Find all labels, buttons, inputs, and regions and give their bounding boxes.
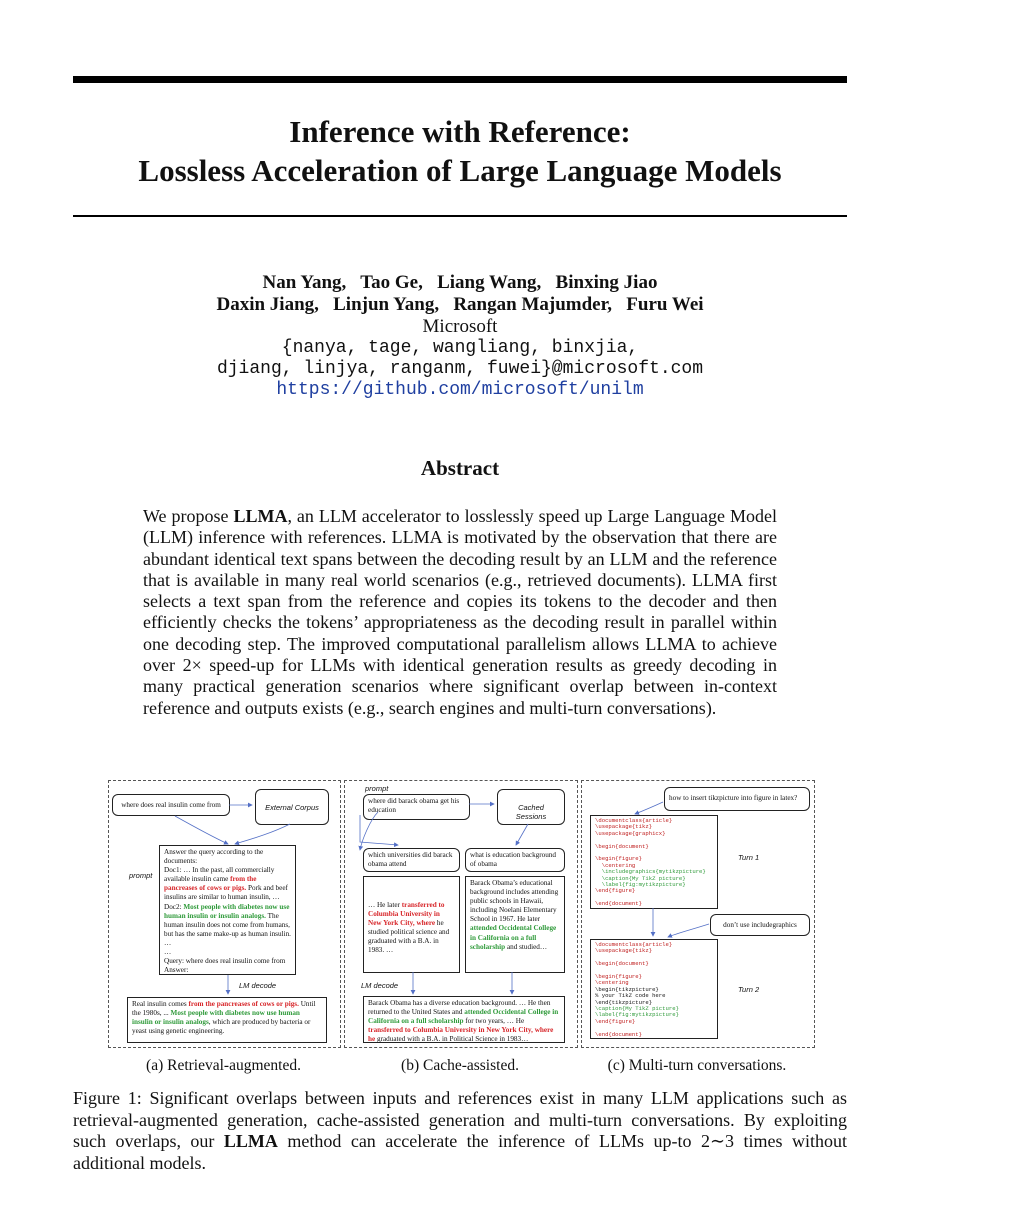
panel-b-decode-label: LM decode xyxy=(361,981,399,990)
panel-b-q1: which universities did barack obama attend xyxy=(363,848,460,872)
panel-a xyxy=(108,780,341,1048)
highlight-red: from the pancreases of cows or pigs. xyxy=(164,875,257,893)
output-text: Until the 1980s, ... xyxy=(132,1000,316,1018)
panel-c-q1: how to insert tikzpicture into figure in latex? xyxy=(664,787,810,811)
authors-line-2: Daxin Jiang, Linjun Yang, Rangan Majumder, Furu Wei xyxy=(216,294,704,315)
code-line: \end{document} xyxy=(595,1030,642,1038)
caption-text: method can accelerate the inference of LLMs up-to 2∼3 times without additional models. xyxy=(73,1131,847,1173)
highlight-red: transferred to Columbia University in New York City, where xyxy=(368,901,445,928)
code-line: \end{figure} xyxy=(595,1017,636,1025)
highlight-green: attended Occidental College in California on a full scholarship xyxy=(368,1008,559,1026)
code-line: \usepackage{graphicx} xyxy=(595,829,666,837)
code-line: % your TikZ code here xyxy=(595,992,666,1000)
panel-c-code2 xyxy=(590,939,718,1039)
code-line: \caption{My TikZ picture} xyxy=(595,1005,679,1013)
arrow-b-query-left xyxy=(360,812,378,850)
code-line: \end{figure} xyxy=(595,887,636,895)
code-line: \begin{figure} xyxy=(595,973,642,981)
prompt-text: The human insulin does not come from humans, but has the same make-up as human insulin. … xyxy=(164,911,291,947)
answer-text: … He later xyxy=(368,901,402,909)
output-text: Real insulin comes xyxy=(132,1000,189,1008)
affiliation: Microsoft xyxy=(422,316,498,337)
output-text: graduated with a B.A. in Political Science in 1983… xyxy=(375,1035,529,1044)
highlight-red: from the pancreases of cows or pigs. xyxy=(188,1000,299,1008)
panel-b-query: where did barack obama get his education xyxy=(363,794,470,820)
abstract-text xyxy=(143,506,777,719)
panel-a-prompt-label: prompt xyxy=(129,871,153,880)
highlight-red: transferred to Columbia University in New York City, where he xyxy=(368,1026,554,1044)
title-line-1: Inference with Reference: xyxy=(289,114,631,149)
prompt-doc2 xyxy=(164,903,291,948)
caption-c: (c) Multi-turn conversations. xyxy=(607,1057,787,1074)
abstract-body: , an LLM accelerator to losslessly speed up Large Language Model (LLM) inference with references. LLMA is motivated by the observation that there are abundant identical text spans between the decoding result by an LLM and the reference that is available in many real world scenarios (e.g., retrieved documents). LLMA first selects a text span from the reference and copies its tokens to the decoder and then efficiently checks the tokens’ appropriateness as the decoding result in parallel within one decoding step. The improved computational parallelism allows LLMA to achieve over 2× speed-up for LLMs with identical generation results as greedy decoding in many practical generation scenarios where significant overlap between in-context reference and outputs exists (e.g., search engines and multi-turn conversations). xyxy=(143,506,777,718)
code-line xyxy=(595,837,713,843)
abstract-intro: We propose xyxy=(143,506,234,526)
arrow-a-corpus-prompt xyxy=(235,824,290,844)
answer-text: and studied… xyxy=(505,942,548,951)
prompt-text: Pork and beef insulins are similar to human insulin, … xyxy=(164,884,288,902)
code-line: \documentclass{article} xyxy=(595,941,673,948)
title-rule xyxy=(73,215,847,217)
arrow-c-q2 xyxy=(668,924,709,937)
prompt-text: Doc1: … In the past, all commercially available insulin came xyxy=(164,866,275,884)
title-line-2: Lossless Acceleration of Large Language Models xyxy=(138,153,782,188)
github-link[interactable]: https://github.com/microsoft/unilm xyxy=(276,380,644,400)
abstract-heading: Abstract xyxy=(420,456,500,480)
caption-a: (a) Retrieval-augmented. xyxy=(146,1057,301,1074)
caption-method-name: LLMA xyxy=(223,1131,278,1151)
code-line: \includegraphics{mytikzpicture} xyxy=(595,868,706,876)
highlight-green: Most people with diabetes now use human insulin or insulin analogs. xyxy=(164,902,290,920)
method-name: LLMA xyxy=(233,506,288,526)
code-line: \label{fig:mytikzpicture} xyxy=(595,1011,679,1019)
code-line xyxy=(595,895,713,901)
prompt-line: Answer: xyxy=(164,966,189,975)
highlight-green: Most people with diabetes now use human insulin or insulin analogs xyxy=(132,1009,300,1027)
caption-b: (b) Cache-assisted. xyxy=(401,1057,519,1074)
paper-title xyxy=(73,112,847,190)
answer-text: he studied political science and graduated with a B.A. in 1983. … xyxy=(368,919,450,955)
top-rule xyxy=(73,76,847,83)
prompt-text: Doc2: xyxy=(164,902,184,911)
panel-b-cache: Cached Sessions xyxy=(497,789,565,825)
panel-b-a2 xyxy=(465,876,565,973)
code-line: \caption{My TikZ picture} xyxy=(595,874,686,882)
output-text: , which are produced by bacteria or yeast using genetic engineering. xyxy=(132,1018,311,1036)
panel-a-decode-label: LM decode xyxy=(239,981,277,990)
prompt-line: Answer the query according to the documents: xyxy=(164,848,264,866)
code-line xyxy=(595,955,713,961)
prompt-doc1 xyxy=(164,866,291,902)
panel-a-query: where does real insulin come from xyxy=(112,794,230,816)
code-line: \begin{tikzpicture} xyxy=(595,985,659,993)
panel-a-prompt-box xyxy=(159,845,296,975)
output-text: Barack Obama has a diverse education background. … He then returned to the United States and xyxy=(368,999,551,1017)
authors-line-1: Nan Yang, Tao Ge, Liang Wang, Binxing Jiao xyxy=(262,272,658,293)
panel-c-code1 xyxy=(590,815,718,909)
emails-line-2: djiang, linjya, ranganm, fuwei}@microsoft.com xyxy=(216,359,704,379)
emails-line-1: {nanya, tage, wangliang, binxjia, xyxy=(281,338,639,358)
panel-c xyxy=(581,780,815,1048)
prompt-line: Query: where does real insulin come from xyxy=(164,957,286,966)
panel-c-turn2: Turn 2 xyxy=(738,985,760,994)
code-line: \centering xyxy=(595,861,636,869)
code-line: \end{document} xyxy=(595,900,642,908)
caption-text: Figure 1: Significant overlaps between inputs and references exist in many LLM applications such as retrieval-augmented generation, cache-assisted generation and multi-turn conversations. By exploiting such overlaps, our xyxy=(73,1088,847,1151)
prompt-line: … xyxy=(164,948,172,957)
panel-c-code1-lines xyxy=(595,818,713,908)
arrow-c-q1 xyxy=(635,802,663,814)
code-line: \documentclass{article} xyxy=(595,817,673,824)
panel-b-prompt-label: prompt xyxy=(365,784,389,793)
answer-text: Barack Obama’s educational background includes attending public schools in Hawaii, including Noelani Elementary School in 1967. He later xyxy=(470,879,559,924)
code-line: \label{fig:mytikzpicture} xyxy=(595,881,686,889)
panel-c-q2: don’t use includegraphics xyxy=(710,914,810,936)
panel-c-turn1: Turn 1 xyxy=(738,853,760,862)
code-line: \usepackage{tikz} xyxy=(595,823,653,831)
figure-caption xyxy=(73,1088,847,1174)
code-line: \begin{document} xyxy=(595,842,649,850)
panel-c-code2-lines xyxy=(595,942,713,1038)
output-text: for two years, … He xyxy=(463,1017,525,1026)
panel-b xyxy=(344,780,578,1048)
panel-a-output xyxy=(127,997,327,1043)
panel-b-q2: what is education background of obama xyxy=(465,848,565,872)
code-line xyxy=(595,850,713,856)
code-line: \centering xyxy=(595,979,629,987)
arrow-b-cache-q2 xyxy=(516,824,528,845)
code-line xyxy=(595,968,713,974)
arrow-b-query-q1 xyxy=(360,815,398,845)
arrow-a-query-prompt xyxy=(175,816,228,844)
author-block xyxy=(73,272,847,401)
highlight-green: attended Occidental College in California on a full scholarship xyxy=(470,924,557,951)
code-line: \begin{figure} xyxy=(595,855,642,863)
code-line xyxy=(595,1025,713,1031)
code-line: \end{tikzpicture} xyxy=(595,998,653,1006)
panel-b-output xyxy=(363,996,565,1043)
panel-a-corpus: External Corpus xyxy=(255,789,329,825)
panel-b-a1 xyxy=(363,876,460,973)
code-line: \begin{document} xyxy=(595,960,649,968)
code-line: \usepackage{tikz} xyxy=(595,947,653,955)
